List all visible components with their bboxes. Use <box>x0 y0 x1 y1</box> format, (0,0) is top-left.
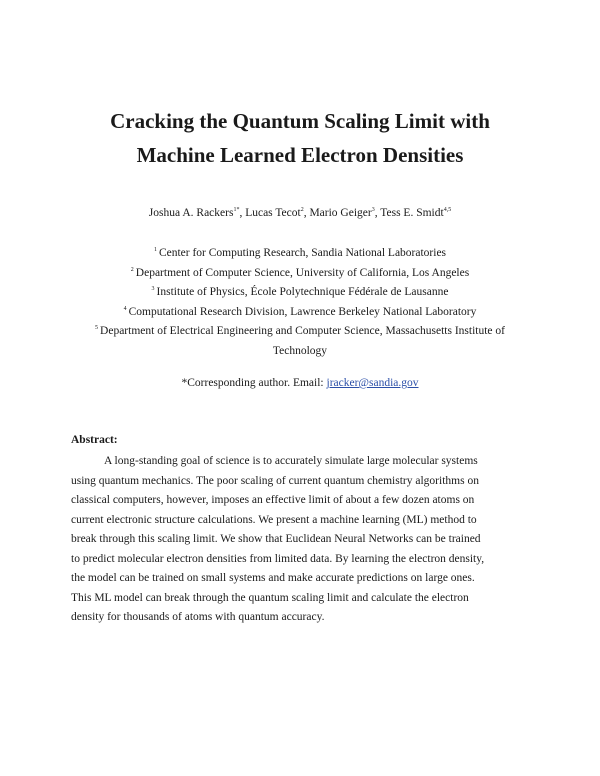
title-line-2: Machine Learned Electron Densities <box>136 143 464 167</box>
title-line-1: Cracking the Quantum Scaling Limit with <box>110 109 490 133</box>
abstract-line: density for thousands of atoms with quantum accuracy. <box>71 611 325 623</box>
corresponding-author <box>40 375 560 391</box>
abstract-line: break through this scaling limit. We show that Euclidean Neural Networks can be trained <box>71 533 481 545</box>
affiliation-number: 4 <box>123 305 127 312</box>
affiliation-item <box>40 322 560 361</box>
paper-title <box>40 104 560 172</box>
affiliation-text: Department of Computer Science, University of California, Los Angeles <box>135 266 470 279</box>
affiliation-item <box>40 244 560 264</box>
affiliation-text: Department of Electrical Engineering and Computer Science, Massachusetts Institute of <box>100 325 505 337</box>
author-affiliation-mark: 1* <box>233 207 240 214</box>
abstract-body <box>71 452 531 628</box>
abstract-line: A long-standing goal of science is to accurately simulate large molecular systems <box>104 455 478 467</box>
author-separator: , <box>374 207 381 219</box>
author-name: Joshua A. Rackers <box>148 207 234 219</box>
author-affiliation-mark: 3 <box>371 207 375 214</box>
affiliation-text: Institute of Physics, École Polytechnique Fédérale de Lausanne <box>156 286 449 298</box>
affiliation-text-continued: Technology <box>272 344 328 357</box>
affiliation-number: 5 <box>95 325 99 332</box>
abstract-line: to predict molecular electron densities from limited data. By learning the electron density, <box>71 552 485 565</box>
affiliation-item <box>40 264 560 284</box>
affiliation-number: 1 <box>153 247 157 254</box>
affiliation-item <box>40 283 560 303</box>
author-name: Lucas Tecot <box>245 207 301 219</box>
author-affiliation-mark: 2 <box>300 207 304 214</box>
author-separator: , <box>239 207 246 219</box>
email-link[interactable]: jracker@sandia.gov <box>326 377 419 389</box>
author-affiliation-mark: 4,5 <box>443 207 452 214</box>
author-list <box>40 205 560 221</box>
abstract-line: current electronic structure calculations. We present a machine learning (ML) method to <box>71 513 477 526</box>
abstract-heading: Abstract: <box>71 434 118 446</box>
affiliation-text: Computational Research Division, Lawrence Berkeley National Laboratory <box>128 305 477 318</box>
abstract-line: This ML model can break through the quantum scaling limit and calculate the electron <box>71 591 469 604</box>
corresponding-label: *Corresponding author. Email: <box>181 377 327 389</box>
affiliation-list <box>40 244 560 361</box>
abstract-line: classical computers, however, imposes an effective limit of about a few dozen atoms on <box>71 494 475 506</box>
author-name: Tess E. Smidt <box>380 207 444 219</box>
author-separator: , <box>303 207 310 219</box>
abstract-line: using quantum mechanics. The poor scaling of current quantum chemistry algorithms on <box>71 474 479 487</box>
affiliation-text: Center for Computing Research, Sandia National Laboratories <box>158 247 447 259</box>
affiliation-item <box>40 303 560 323</box>
affiliation-number: 2 <box>130 266 134 273</box>
affiliation-number: 3 <box>151 286 155 293</box>
author-name: Mario Geiger <box>309 207 372 219</box>
abstract-line: the model can be trained on small systems and make accurate predictions on large ones. <box>71 572 475 584</box>
